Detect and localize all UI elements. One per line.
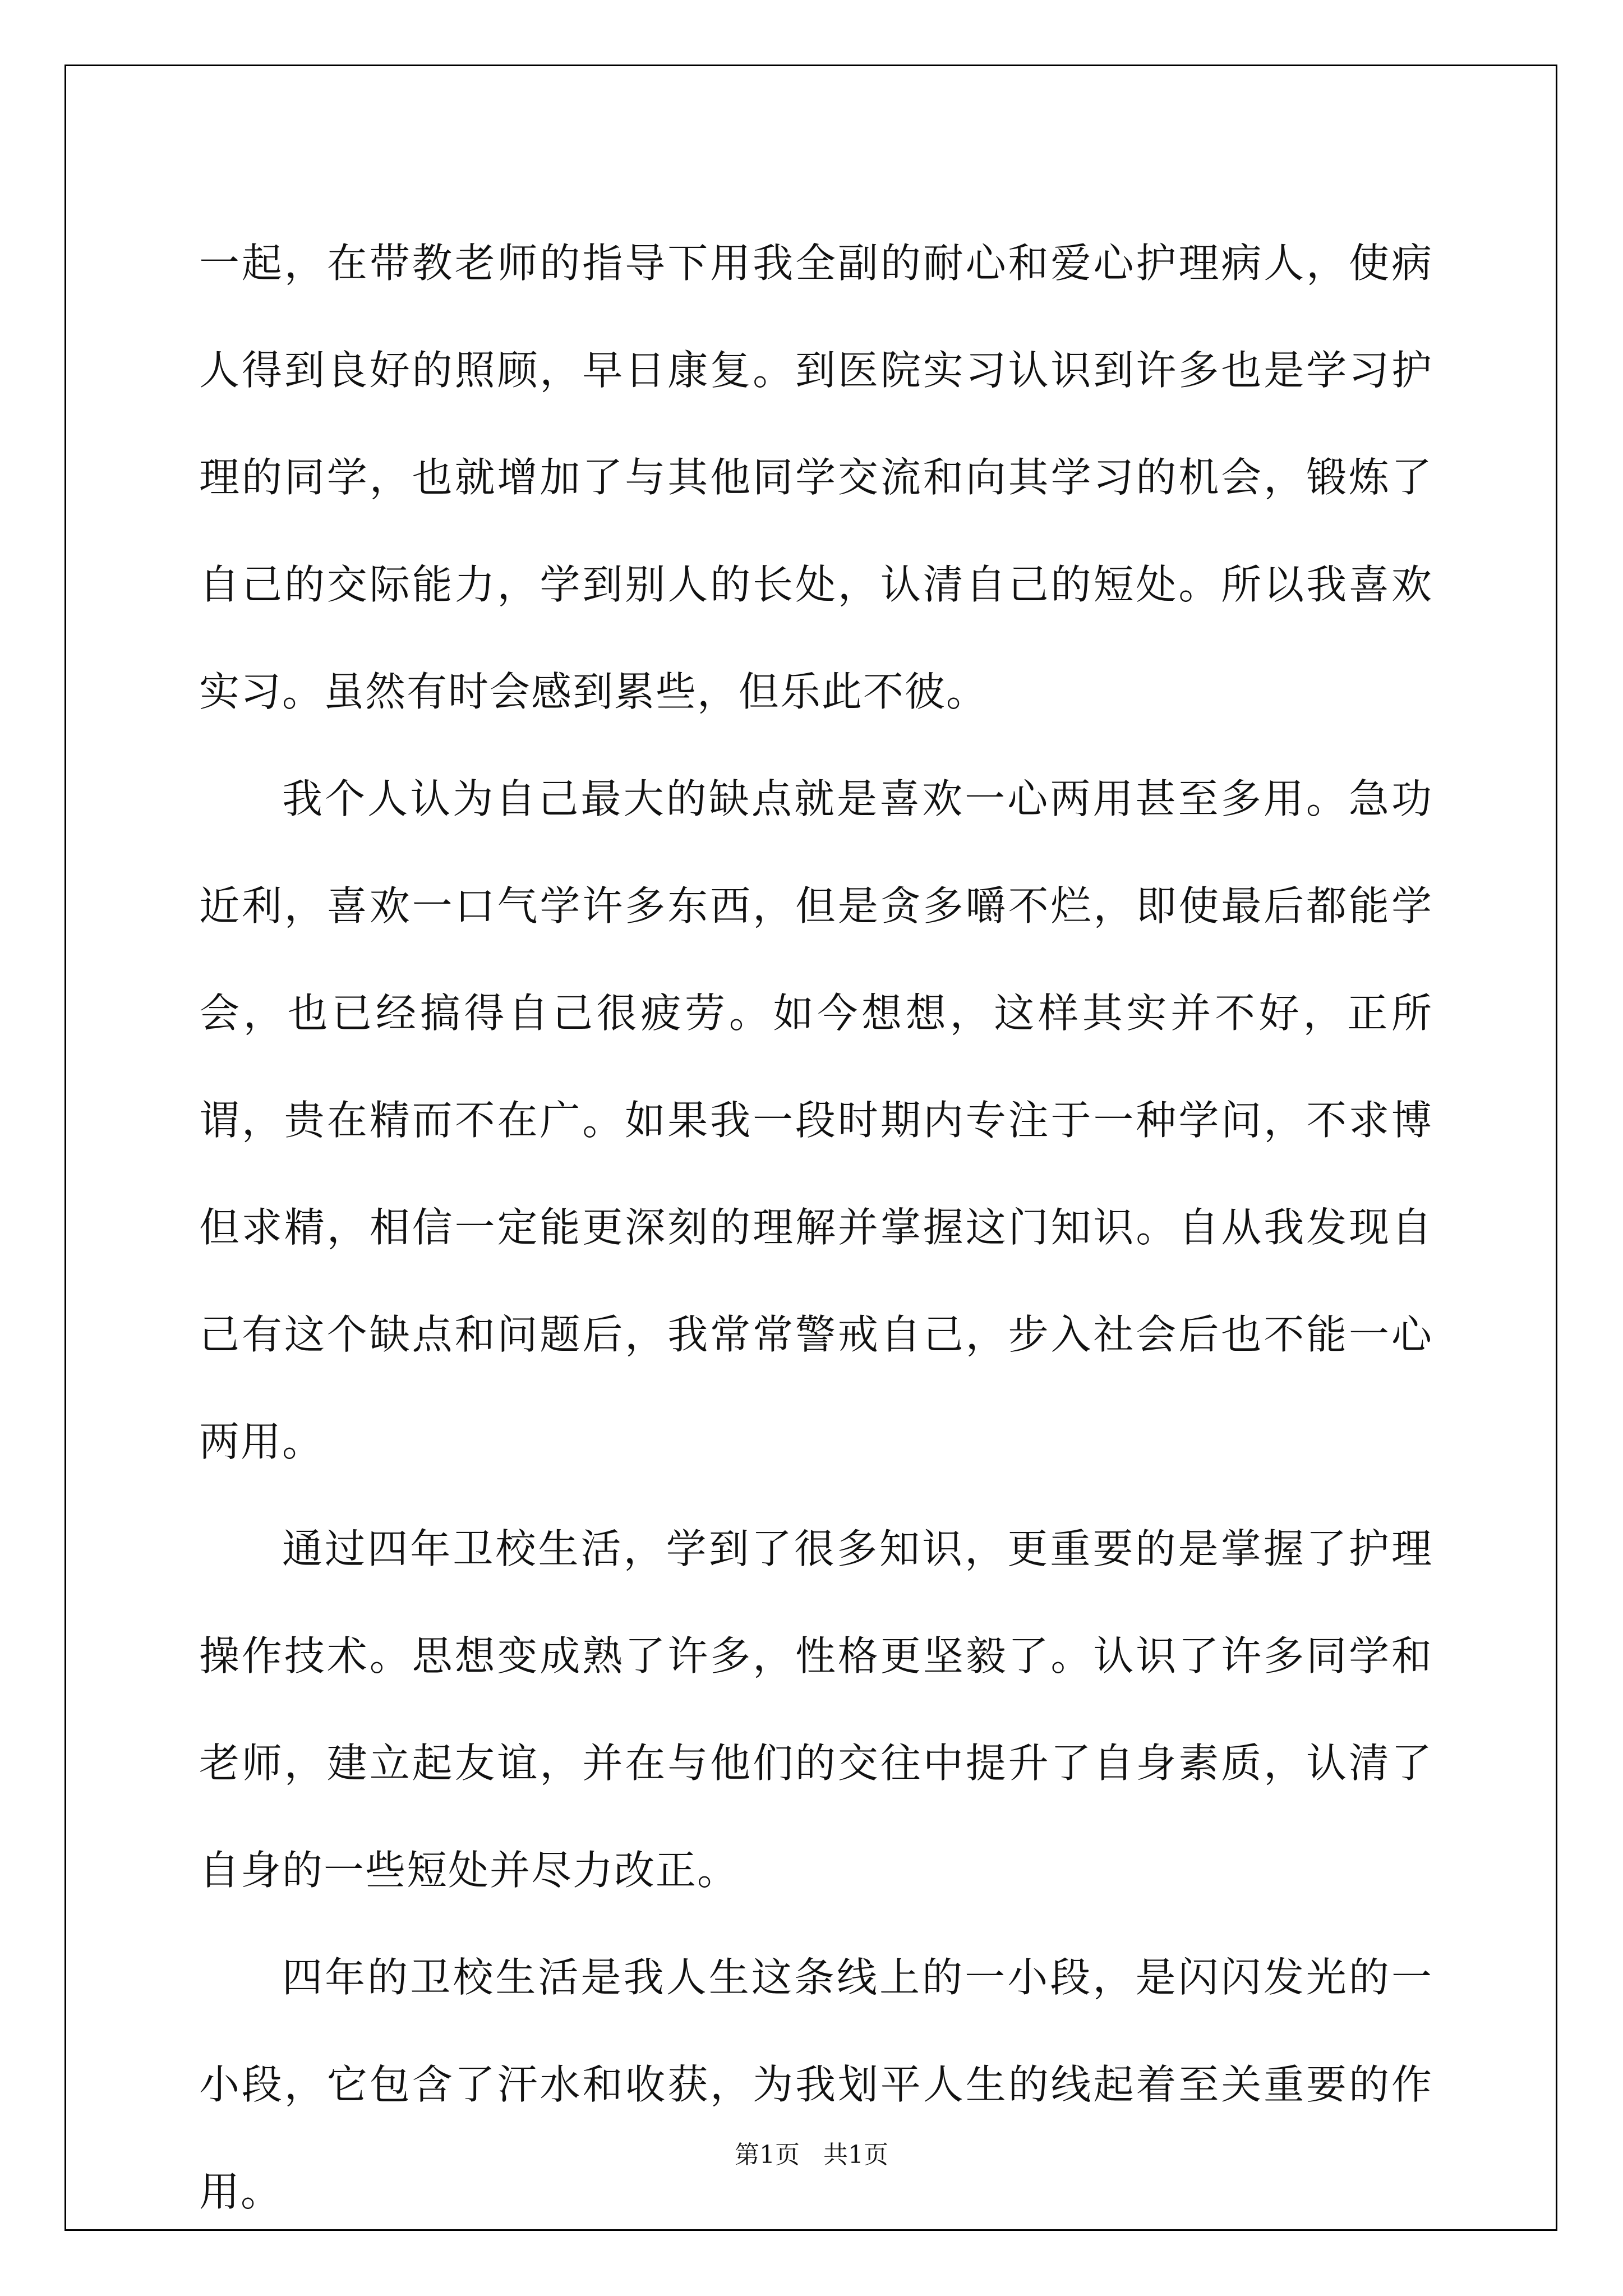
document-body [199, 210, 1433, 2246]
page-footer: 第1页 共1页 [735, 2141, 888, 2169]
paragraph-1: 一起，在带教老师的指导下用我全副的耐心和爱心护理病人，使病人得到良好的照顾，早日康复。到医院实习认识到许多也是学习护理的同学，也就增加了与其他同学交流和向其学习的机会，锻炼了自己的交际能力，学到别人的长处，认清自己的短处。所以我喜欢实习。虽然有时会感到累些，但乐此不彼。 [199, 240, 1433, 715]
paragraph-3: 通过四年卫校生活，学到了很多知识，更重要的是掌握了护理操作技术。思想变成熟了许多，性格更坚毅了。认识了许多同学和老师，建立起友谊，并在与他们的交往中提升了自身素质，认清了自身的一些短处并尽力改正。 [199, 1525, 1433, 1894]
paragraph-4: 四年的卫校生活是我人生这条线上的一小段，是闪闪发光的一小段，它包含了汗水和收获，为我划平人生的线起着至关重要的作用。 [199, 1954, 1433, 2215]
paragraph-2: 我个人认为自己最大的缺点就是喜欢一心两用甚至多用。急功近利，喜欢一口气学许多东西，但是贪多嚼不烂，即使最后都能学会，也已经搞得自己很疲劳。如今想想，这样其实并不好，正所谓，贵在精而不在广。如果我一段时期内专注于一种学问，不求博但求精，相信一定能更深刻的理解并掌握这门知识。自从我发现自己有这个缺点和问题后，我常常警戒自己，步入社会后也不能一心两用。 [199, 775, 1433, 1465]
